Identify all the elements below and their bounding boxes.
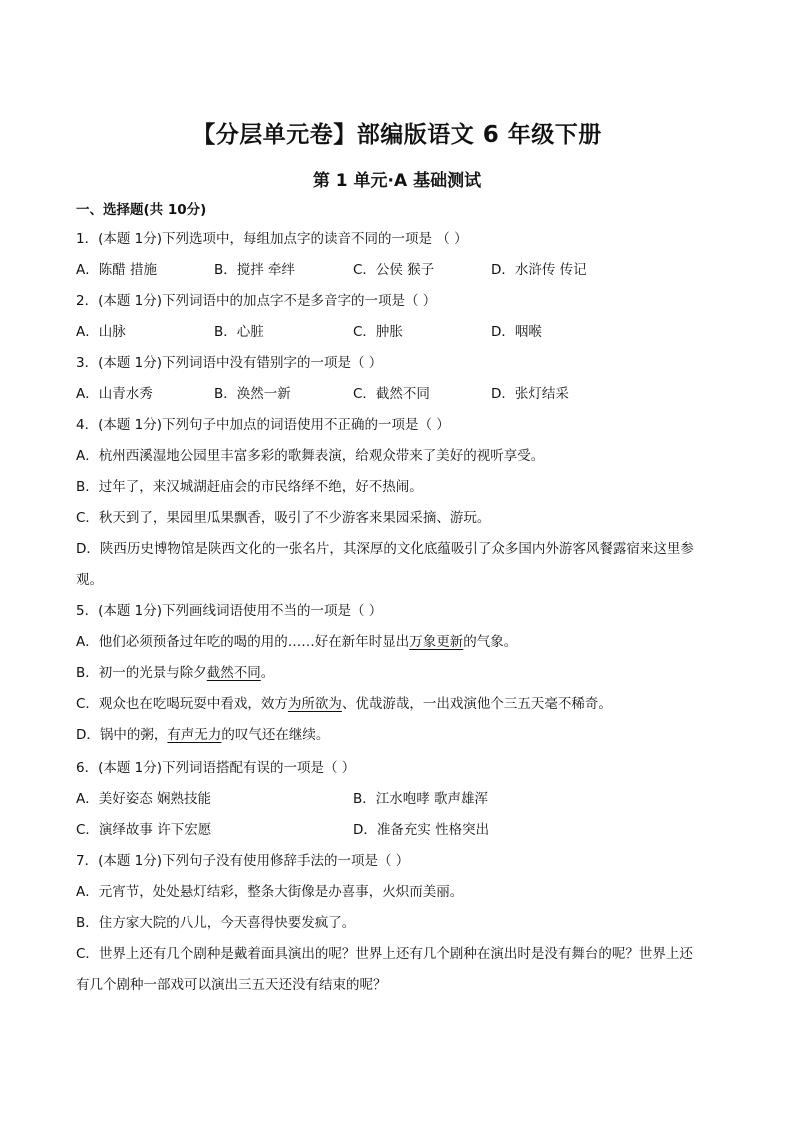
question-5-option-d (76, 723, 329, 743)
option-text: 的气象。 (463, 634, 518, 650)
page-subtitle: 第 1 单元·A 基础测试 (312, 171, 482, 191)
question-7-option-c-line-1: C．世界上还有几个剧种是戴着面具演出的呢？世界上还有几个剧种在演出时是没有舞台的呢？世界上还 (76, 946, 693, 962)
question-6-option-b: B．江水咆哮 歌声雄浑 (353, 791, 489, 807)
question-2-option-d: D．咽喉 (491, 324, 542, 340)
question-2-stem: 2．(本题 1分)下列词语中的加点字不是多音字的一项是（ ） (76, 293, 437, 309)
question-5-stem: 5．(本题 1分)下列画线词语使用不当的一项是（ ） (76, 603, 383, 619)
section-heading: 一、选择题(共 10分) (76, 202, 207, 218)
question-1-option-a: A．陈醋 措施 (76, 262, 158, 278)
question-4-option-c: C．秋天到了，果园里瓜果飘香，吸引了不少游客来果园采摘、游玩。 (76, 510, 491, 526)
question-2-option-b: B．心脏 (214, 324, 264, 340)
question-3-option-d: D．张灯结采 (491, 386, 569, 402)
option-text: 。 (260, 665, 275, 681)
question-5-option-c (76, 692, 612, 712)
option-text: A．他们必须预备过年吃的喝的用的……好在新年时显出 (76, 634, 410, 650)
question-2-option-a: A．山脉 (76, 324, 126, 340)
underlined-term: 万象更新 (409, 634, 464, 650)
question-3-option-a: A．山青水秀 (76, 386, 153, 402)
question-7-option-c-line-2: 有几个剧种一部戏可以演出三五天还没有结束的呢？ (76, 977, 387, 993)
question-4-stem: 4．(本题 1分)下列句子中加点的词语使用不正确的一项是（ ） (76, 417, 450, 433)
underlined-term: 截然不同 (206, 665, 261, 681)
question-1-option-c: C．公侯 猴子 (353, 262, 435, 278)
option-text: D．锅中的粥， (76, 727, 168, 743)
question-2-option-c: C．肿胀 (353, 324, 403, 340)
question-1-option-d: D．水浒传 传记 (491, 262, 587, 278)
question-1-stem: 1．(本题 1分)下列选项中，每组加点字的读音不同的一项是 （ ） (76, 231, 468, 247)
option-text: B．初一的光景与除夕 (76, 665, 207, 681)
question-4-option-b: B．过年了，来汉城湖赶庙会的市民络绎不绝，好不热闹。 (76, 479, 423, 495)
question-6-stem: 6．(本题 1分)下列词语搭配有误的一项是（ ） (76, 760, 356, 776)
question-4-option-d-line-2: 观。 (76, 572, 103, 588)
question-7-option-a: A．元宵节，处处悬灯结彩，整条大街像是办喜事，火炽而美丽。 (76, 884, 464, 900)
question-3-option-b: B．涣然一新 (214, 386, 291, 402)
question-6-option-d: D．准备充实 性格突出 (353, 822, 490, 838)
question-7-stem: 7．(本题 1分)下列句子没有使用修辞手法的一项是（ ） (76, 853, 410, 869)
option-text: 的叹气还在继续。 (221, 727, 330, 743)
question-5-option-a (76, 630, 517, 650)
question-7-option-b: B．住方家大院的八儿，今天喜得快要发疯了。 (76, 915, 356, 931)
question-3-option-c: C．截然不同 (353, 386, 430, 402)
question-6-option-c: C．演绎故事 许下宏愿 (76, 822, 212, 838)
underlined-term: 为所欲为 (287, 696, 342, 712)
question-5-option-b (76, 661, 274, 681)
underlined-term: 有声无力 (167, 727, 222, 743)
question-4-option-d-line-1: D．陕西历史博物馆是陕西文化的一张名片，其深厚的文化底蕴吸引了众多国内外游客风餐露宿来这里参 (76, 541, 694, 557)
question-6-option-a: A．美好姿态 娴熟技能 (76, 791, 212, 807)
question-1-option-b: B．搅拌 牵绊 (214, 262, 296, 278)
option-text: C．观众也在吃喝玩耍中看戏，效方 (76, 696, 288, 712)
question-4-option-a: A．杭州西溪湿地公园里丰富多彩的歌舞表演，给观众带来了美好的视听享受。 (76, 448, 545, 464)
option-text: 、优哉游哉，一出戏演他个三五天毫不稀奇。 (341, 696, 612, 712)
page-title: 【分层单元卷】部编版语文 6 年级下册 (192, 122, 602, 148)
question-3-stem: 3．(本题 1分)下列词语中没有错别字的一项是（ ） (76, 355, 383, 371)
